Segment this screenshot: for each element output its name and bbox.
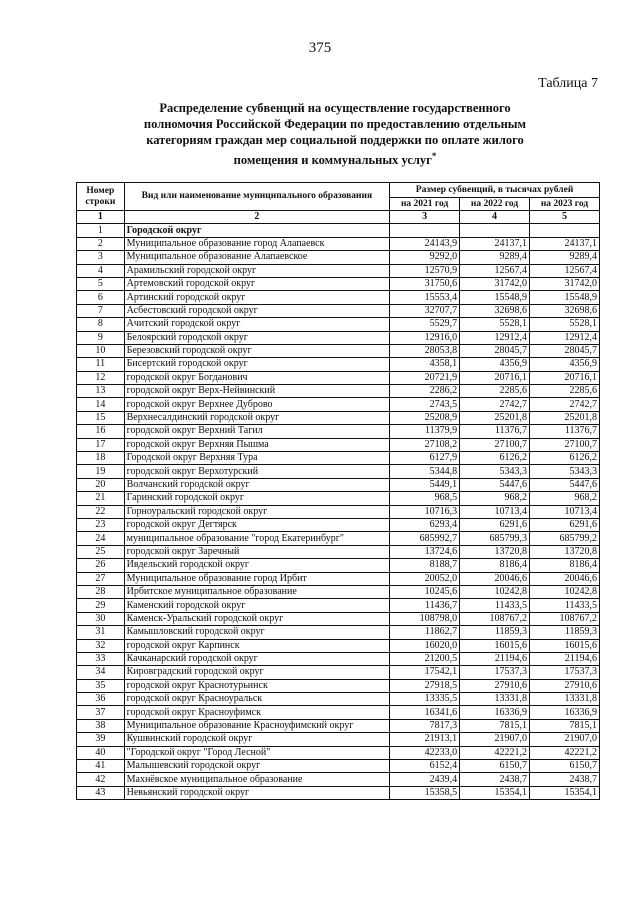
- value-2021: 16020,0: [390, 639, 460, 652]
- column-number: 3: [390, 211, 460, 224]
- value-2022: 25201,8: [460, 411, 530, 424]
- value-2021: 20721,9: [390, 371, 460, 384]
- municipality-name: городской округ Дегтярск: [124, 518, 390, 531]
- header-2022: на 2022 год: [460, 198, 530, 211]
- municipality-name: Белоярский городской округ: [124, 331, 390, 344]
- header-name: Вид или наименование муниципального образования: [124, 183, 390, 211]
- row-number: 15: [77, 411, 125, 424]
- value-2023: 11376,7: [530, 425, 600, 438]
- municipality-name: "Городской округ "Город Лесной": [124, 746, 390, 759]
- municipality-name: муниципальное образование "город Екатеринбург": [124, 532, 390, 545]
- value-2022: 7815,1: [460, 719, 530, 732]
- value-2022: 32698,6: [460, 304, 530, 317]
- table-row: [77, 626, 600, 639]
- value-2023: 20716,1: [530, 371, 600, 384]
- row-number: 18: [77, 452, 125, 465]
- table-row: [77, 452, 600, 465]
- value-2023: 6126,2: [530, 452, 600, 465]
- table-body: [77, 211, 600, 800]
- row-number: 8: [77, 318, 125, 331]
- value-2021: 11862,7: [390, 626, 460, 639]
- document-title: [120, 100, 550, 168]
- table-row: [77, 385, 600, 398]
- table-row: [77, 318, 600, 331]
- value-2023: 31742,0: [530, 277, 600, 290]
- table-row: [77, 465, 600, 478]
- value-2022: 6150,7: [460, 760, 530, 773]
- municipality-name: городской округ Карпинск: [124, 639, 390, 652]
- value-2023: 21907,0: [530, 733, 600, 746]
- value-2023: 27100,7: [530, 438, 600, 451]
- row-number: 35: [77, 679, 125, 692]
- value-2023: 8186,4: [530, 559, 600, 572]
- table-row: [77, 478, 600, 491]
- municipality-name: Кировградский городской округ: [124, 666, 390, 679]
- table-row: [77, 786, 600, 799]
- value-2023: 2438,7: [530, 773, 600, 786]
- value-2023: 12567,4: [530, 264, 600, 277]
- value-2021: 5449,1: [390, 478, 460, 491]
- value-2023: 11433,5: [530, 599, 600, 612]
- value-2023: 2742,7: [530, 398, 600, 411]
- value-2022: 20046,6: [460, 572, 530, 585]
- title-line-text: помещения и коммунальных услуг: [233, 153, 432, 168]
- municipality-name: городской округ Красноуральск: [124, 693, 390, 706]
- table-row: [77, 425, 600, 438]
- value-2022: 42221,2: [460, 746, 530, 759]
- value-2021: 685992,7: [390, 532, 460, 545]
- value-2023: 32698,6: [530, 304, 600, 317]
- table-row: [77, 679, 600, 692]
- table-row: [77, 371, 600, 384]
- value-2021: 13724,6: [390, 545, 460, 558]
- municipality-name: Малышевский городской округ: [124, 760, 390, 773]
- value-2022: 9289,4: [460, 251, 530, 264]
- row-number: 25: [77, 545, 125, 558]
- value-2023: 17537,3: [530, 666, 600, 679]
- table-row: [77, 237, 600, 250]
- value-2023: 16015,6: [530, 639, 600, 652]
- value-2021: 15553,4: [390, 291, 460, 304]
- municipality-name: Кушвинский городской округ: [124, 733, 390, 746]
- value-2021: 27918,5: [390, 679, 460, 692]
- value-2023: 4356,9: [530, 358, 600, 371]
- value-2023: 2285,6: [530, 385, 600, 398]
- row-number: 30: [77, 612, 125, 625]
- row-number: 27: [77, 572, 125, 585]
- value-2022: 5528,1: [460, 318, 530, 331]
- row-number: 10: [77, 344, 125, 357]
- table-row: [77, 518, 600, 531]
- value-2023: 12912,4: [530, 331, 600, 344]
- row-number: 43: [77, 786, 125, 799]
- value-2022: 108767,2: [460, 612, 530, 625]
- header-2021: на 2021 год: [390, 198, 460, 211]
- value-2022: 27100,7: [460, 438, 530, 451]
- row-number: 2: [77, 237, 125, 250]
- value-2023: 6291,6: [530, 518, 600, 531]
- empty-cell: [530, 224, 600, 237]
- value-2022: 12912,4: [460, 331, 530, 344]
- row-number: 36: [77, 693, 125, 706]
- table-row: [77, 760, 600, 773]
- value-2021: 20052,0: [390, 572, 460, 585]
- title-line: полномочия Российской Федерации по предоставлению отдельным: [143, 117, 527, 131]
- value-2022: 15548,9: [460, 291, 530, 304]
- value-2021: 27108,2: [390, 438, 460, 451]
- header-size: Размер субвенций, в тысячах рублей: [390, 183, 600, 198]
- value-2021: 6152,4: [390, 760, 460, 773]
- municipality-name: городской округ Верх-Нейвинский: [124, 385, 390, 398]
- table-row: [77, 545, 600, 558]
- value-2022: 4356,9: [460, 358, 530, 371]
- municipality-name: Каменский городской округ: [124, 599, 390, 612]
- value-2022: 2742,7: [460, 398, 530, 411]
- municipality-name: городской округ Краснотурьинск: [124, 679, 390, 692]
- municipality-name: городской округ Верхнее Дуброво: [124, 398, 390, 411]
- column-number: 4: [460, 211, 530, 224]
- value-2021: 5344,8: [390, 465, 460, 478]
- value-2022: 5447,6: [460, 478, 530, 491]
- municipality-name: городской округ Заречный: [124, 545, 390, 558]
- row-number: 31: [77, 626, 125, 639]
- row-number: 21: [77, 492, 125, 505]
- municipality-name: Верхнесалдинский городской округ: [124, 411, 390, 424]
- value-2021: 4358,1: [390, 358, 460, 371]
- value-2022: 16336,9: [460, 706, 530, 719]
- value-2022: 8186,4: [460, 559, 530, 572]
- empty-cell: [460, 224, 530, 237]
- value-2021: 10716,3: [390, 505, 460, 518]
- row-number: 17: [77, 438, 125, 451]
- table-label: Таблица 7: [538, 76, 598, 91]
- row-number: 7: [77, 304, 125, 317]
- municipality-name: Муниципальное образование Красноуфимский округ: [124, 719, 390, 732]
- value-2023: 10713,4: [530, 505, 600, 518]
- table-row: [77, 612, 600, 625]
- header-2023: на 2023 год: [530, 198, 600, 211]
- row-number: 26: [77, 559, 125, 572]
- municipality-name: Ирбитское муниципальное образование: [124, 585, 390, 598]
- value-2023: 7815,1: [530, 719, 600, 732]
- value-2023: 15548,9: [530, 291, 600, 304]
- municipality-name: городской округ Красноуфимск: [124, 706, 390, 719]
- value-2023: 5447,6: [530, 478, 600, 491]
- value-2022: 685799,3: [460, 532, 530, 545]
- value-2021: 21913,1: [390, 733, 460, 746]
- value-2021: 2439,4: [390, 773, 460, 786]
- municipality-name: Артемовский городской округ: [124, 277, 390, 290]
- row-number: 20: [77, 478, 125, 491]
- table-row: [77, 438, 600, 451]
- value-2023: 15354,1: [530, 786, 600, 799]
- value-2023: 685799,2: [530, 532, 600, 545]
- value-2023: 13331,8: [530, 693, 600, 706]
- table-row: [77, 277, 600, 290]
- footnote-mark: *: [431, 151, 437, 161]
- value-2022: 27910,6: [460, 679, 530, 692]
- value-2022: 13720,8: [460, 545, 530, 558]
- row-number: 16: [77, 425, 125, 438]
- value-2023: 108767,2: [530, 612, 600, 625]
- municipality-name: Каменск-Уральский городской округ: [124, 612, 390, 625]
- municipality-name: Артинский городской округ: [124, 291, 390, 304]
- municipality-name: Бисертский городской округ: [124, 358, 390, 371]
- municipality-name: Невьянский городской округ: [124, 786, 390, 799]
- value-2021: 25208,9: [390, 411, 460, 424]
- value-2022: 6291,6: [460, 518, 530, 531]
- section-name: Городской округ: [124, 224, 390, 237]
- row-number: 32: [77, 639, 125, 652]
- table-row: [77, 559, 600, 572]
- value-2023: 11859,3: [530, 626, 600, 639]
- row-number: 33: [77, 652, 125, 665]
- municipality-name: Муниципальное образование город Алапаевск: [124, 237, 390, 250]
- table-row: [77, 532, 600, 545]
- table-row: [77, 746, 600, 759]
- municipality-name: городской округ Верхотурский: [124, 465, 390, 478]
- table-row: [77, 639, 600, 652]
- value-2023: 968,2: [530, 492, 600, 505]
- table-row: [77, 291, 600, 304]
- value-2021: 6293,4: [390, 518, 460, 531]
- empty-cell: [390, 224, 460, 237]
- municipality-name: Арамильский городской округ: [124, 264, 390, 277]
- municipality-name: Городской округ Верхняя Тура: [124, 452, 390, 465]
- value-2021: 108798,0: [390, 612, 460, 625]
- table-row: [77, 331, 600, 344]
- table-row: [77, 706, 600, 719]
- value-2022: 10242,8: [460, 585, 530, 598]
- row-number: 12: [77, 371, 125, 384]
- value-2021: 11379,9: [390, 425, 460, 438]
- value-2022: 15354,1: [460, 786, 530, 799]
- value-2023: 6150,7: [530, 760, 600, 773]
- value-2021: 12916,0: [390, 331, 460, 344]
- value-2022: 11433,5: [460, 599, 530, 612]
- row-number: 13: [77, 385, 125, 398]
- value-2022: 2285,6: [460, 385, 530, 398]
- table-row: [77, 505, 600, 518]
- row-number: 29: [77, 599, 125, 612]
- value-2021: 31750,6: [390, 277, 460, 290]
- value-2022: 10713,4: [460, 505, 530, 518]
- value-2023: 9289,4: [530, 251, 600, 264]
- table-row: [77, 693, 600, 706]
- value-2023: 25201,8: [530, 411, 600, 424]
- header-row-number: Номер строки: [77, 183, 125, 211]
- value-2021: 6127,9: [390, 452, 460, 465]
- value-2023: 42221,2: [530, 746, 600, 759]
- table-row: [77, 304, 600, 317]
- row-number: 14: [77, 398, 125, 411]
- table-row: [77, 251, 600, 264]
- value-2022: 11859,3: [460, 626, 530, 639]
- municipality-name: городской округ Богданович: [124, 371, 390, 384]
- table-row: [77, 344, 600, 357]
- row-number: 23: [77, 518, 125, 531]
- municipality-name: Камышловский городской округ: [124, 626, 390, 639]
- value-2022: 17537,3: [460, 666, 530, 679]
- table-row: [77, 492, 600, 505]
- row-number: 5: [77, 277, 125, 290]
- value-2021: 13335,5: [390, 693, 460, 706]
- row-number: 9: [77, 331, 125, 344]
- title-line: [120, 148, 550, 168]
- table-row: [77, 572, 600, 585]
- municipality-name: Асбестовский городской округ: [124, 304, 390, 317]
- value-2022: 24137,1: [460, 237, 530, 250]
- column-numbers-row: [77, 211, 600, 224]
- row-number: 6: [77, 291, 125, 304]
- value-2022: 13331,8: [460, 693, 530, 706]
- table-row: [77, 264, 600, 277]
- table-row: [77, 599, 600, 612]
- row-number: 38: [77, 719, 125, 732]
- value-2021: 24143,9: [390, 237, 460, 250]
- page-number: 375: [308, 40, 332, 56]
- municipality-name: Ивдельский городской округ: [124, 559, 390, 572]
- municipality-name: Волчанский городской округ: [124, 478, 390, 491]
- row-number: 22: [77, 505, 125, 518]
- row-number: 34: [77, 666, 125, 679]
- row-number: 40: [77, 746, 125, 759]
- value-2021: 11436,7: [390, 599, 460, 612]
- municipality-name: Муниципальное образование город Ирбит: [124, 572, 390, 585]
- row-number: 24: [77, 532, 125, 545]
- column-number: 5: [530, 211, 600, 224]
- value-2021: 2743,5: [390, 398, 460, 411]
- row-number: 4: [77, 264, 125, 277]
- value-2021: 42233,0: [390, 746, 460, 759]
- value-2021: 32707,7: [390, 304, 460, 317]
- table-row: [77, 358, 600, 371]
- value-2021: 10245,6: [390, 585, 460, 598]
- title-line: Распределение субвенций на осуществление государственного: [159, 101, 511, 115]
- row-number: 42: [77, 773, 125, 786]
- column-number: 2: [124, 211, 390, 224]
- value-2022: 12567,4: [460, 264, 530, 277]
- value-2023: 28045,7: [530, 344, 600, 357]
- table-row: [77, 652, 600, 665]
- value-2021: 12570,9: [390, 264, 460, 277]
- table-row: [77, 411, 600, 424]
- value-2023: 5343,3: [530, 465, 600, 478]
- table-row: [77, 398, 600, 411]
- value-2023: 10242,8: [530, 585, 600, 598]
- value-2023: 24137,1: [530, 237, 600, 250]
- value-2022: 11376,7: [460, 425, 530, 438]
- value-2022: 21907,0: [460, 733, 530, 746]
- value-2023: 16336,9: [530, 706, 600, 719]
- column-number: 1: [77, 211, 125, 224]
- row-number: 41: [77, 760, 125, 773]
- row-number: 1: [77, 224, 125, 237]
- value-2022: 6126,2: [460, 452, 530, 465]
- value-2022: 31742,0: [460, 277, 530, 290]
- table-row: [77, 666, 600, 679]
- municipality-name: Гаринский городской округ: [124, 492, 390, 505]
- value-2022: 5343,3: [460, 465, 530, 478]
- table-row: [77, 585, 600, 598]
- title-line: категориям граждан мер социальной поддержки по оплате жилого: [146, 133, 524, 147]
- value-2021: 5529,7: [390, 318, 460, 331]
- value-2023: 20046,6: [530, 572, 600, 585]
- value-2021: 21200,5: [390, 652, 460, 665]
- value-2021: 9292,0: [390, 251, 460, 264]
- table-row: [77, 733, 600, 746]
- value-2021: 15358,5: [390, 786, 460, 799]
- value-2022: 968,2: [460, 492, 530, 505]
- value-2022: 21194,6: [460, 652, 530, 665]
- value-2021: 28053,8: [390, 344, 460, 357]
- municipality-name: Муниципальное образование Алапаевское: [124, 251, 390, 264]
- value-2021: 2286,2: [390, 385, 460, 398]
- value-2021: 16341,6: [390, 706, 460, 719]
- value-2021: 17542,1: [390, 666, 460, 679]
- municipality-name: Махнёвское муниципальное образование: [124, 773, 390, 786]
- value-2022: 28045,7: [460, 344, 530, 357]
- municipality-name: Качканарский городской округ: [124, 652, 390, 665]
- municipality-name: Березовский городской округ: [124, 344, 390, 357]
- row-number: 3: [77, 251, 125, 264]
- value-2023: 13720,8: [530, 545, 600, 558]
- value-2022: 20716,1: [460, 371, 530, 384]
- table-row: [77, 773, 600, 786]
- value-2021: 8188,7: [390, 559, 460, 572]
- row-number: 39: [77, 733, 125, 746]
- value-2022: 16015,6: [460, 639, 530, 652]
- value-2022: 2438,7: [460, 773, 530, 786]
- row-number: 37: [77, 706, 125, 719]
- municipality-name: городской округ Верхний Тагил: [124, 425, 390, 438]
- table-row: [77, 719, 600, 732]
- value-2023: 5528,1: [530, 318, 600, 331]
- value-2021: 7817,3: [390, 719, 460, 732]
- municipality-name: городской округ Верхняя Пышма: [124, 438, 390, 451]
- municipality-name: Ачитский городской округ: [124, 318, 390, 331]
- row-number: 19: [77, 465, 125, 478]
- row-number: 28: [77, 585, 125, 598]
- value-2021: 968,5: [390, 492, 460, 505]
- section-row: [77, 224, 600, 237]
- subsidy-table: [76, 182, 600, 800]
- municipality-name: Горноуральский городской округ: [124, 505, 390, 518]
- value-2023: 21194,6: [530, 652, 600, 665]
- row-number: 11: [77, 358, 125, 371]
- value-2023: 27910,6: [530, 679, 600, 692]
